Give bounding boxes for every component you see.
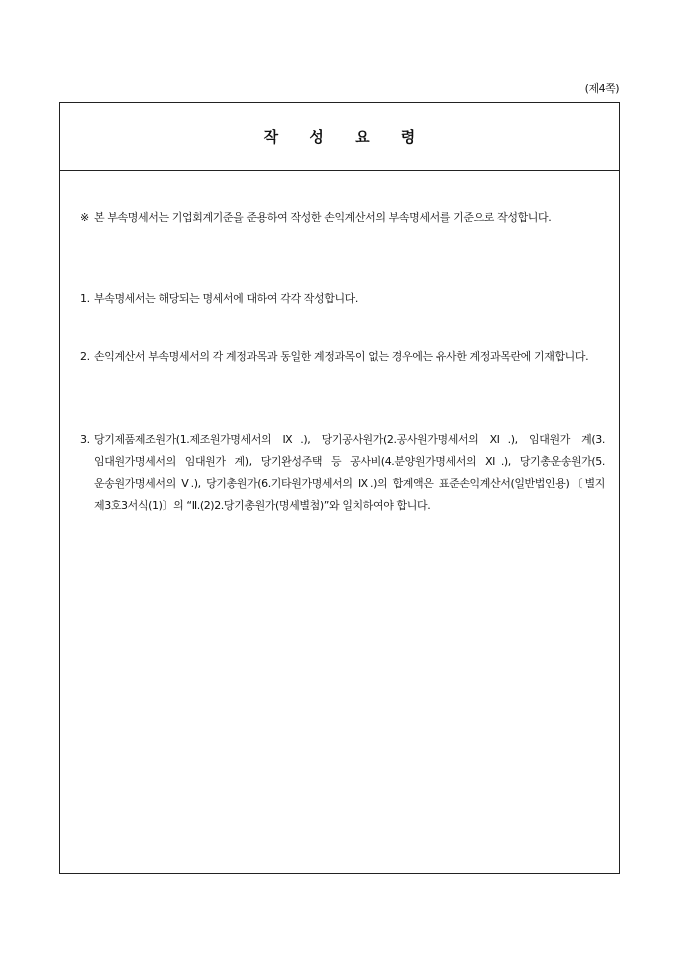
item-number: 3. [80,433,90,446]
title-row [60,103,619,171]
form-title: 작 성 요 령 [263,128,429,146]
instruction-note-text: 본 부속명세서는 기업회계기준을 준용하여 작성한 손익계산서의 부속명세서를 기준으로 작성합니다. [94,211,552,224]
instruction-note [80,207,605,229]
instruction-item-text: 당기제품제조원가(1.제조원가명세서의 Ⅸ.), 당기공사원가(2.공사원가명세서의 Ⅺ.), 임대원가 계(3.임대원가명세서의 임대원가 계), 당기완성주택 등 공사비(4.분양원가명세서의 Ⅺ.), 당기총운송원가(5.운송원가명세서의 Ⅴ.), 당기총원가(6.기타원가명세서의 Ⅸ.)의 합계액은 표준손익계산서(일반법인용)〔별지 제3호3서식(1)〕의 “Ⅱ.(2)2.당기총원가(명세별첨)”와 일치하여야 합니다. [94,433,605,512]
instruction-item-2 [80,346,605,368]
instructions-form [59,102,620,874]
item-number: 1. [80,292,90,305]
instruction-item-3 [80,429,605,517]
instruction-item-text: 손익계산서 부속명세서의 각 계정과목과 동일한 계정과목이 없는 경우에는 유사한 계정과목란에 기재합니다. [94,350,589,363]
instruction-item-text: 부속명세서는 해당되는 명세서에 대하여 각각 작성합니다. [94,292,359,305]
page-number-label: (제4쪽) [584,82,619,95]
instruction-item-1 [80,288,605,310]
item-number: 2. [80,350,90,363]
reference-mark-icon: ※ [80,211,89,224]
